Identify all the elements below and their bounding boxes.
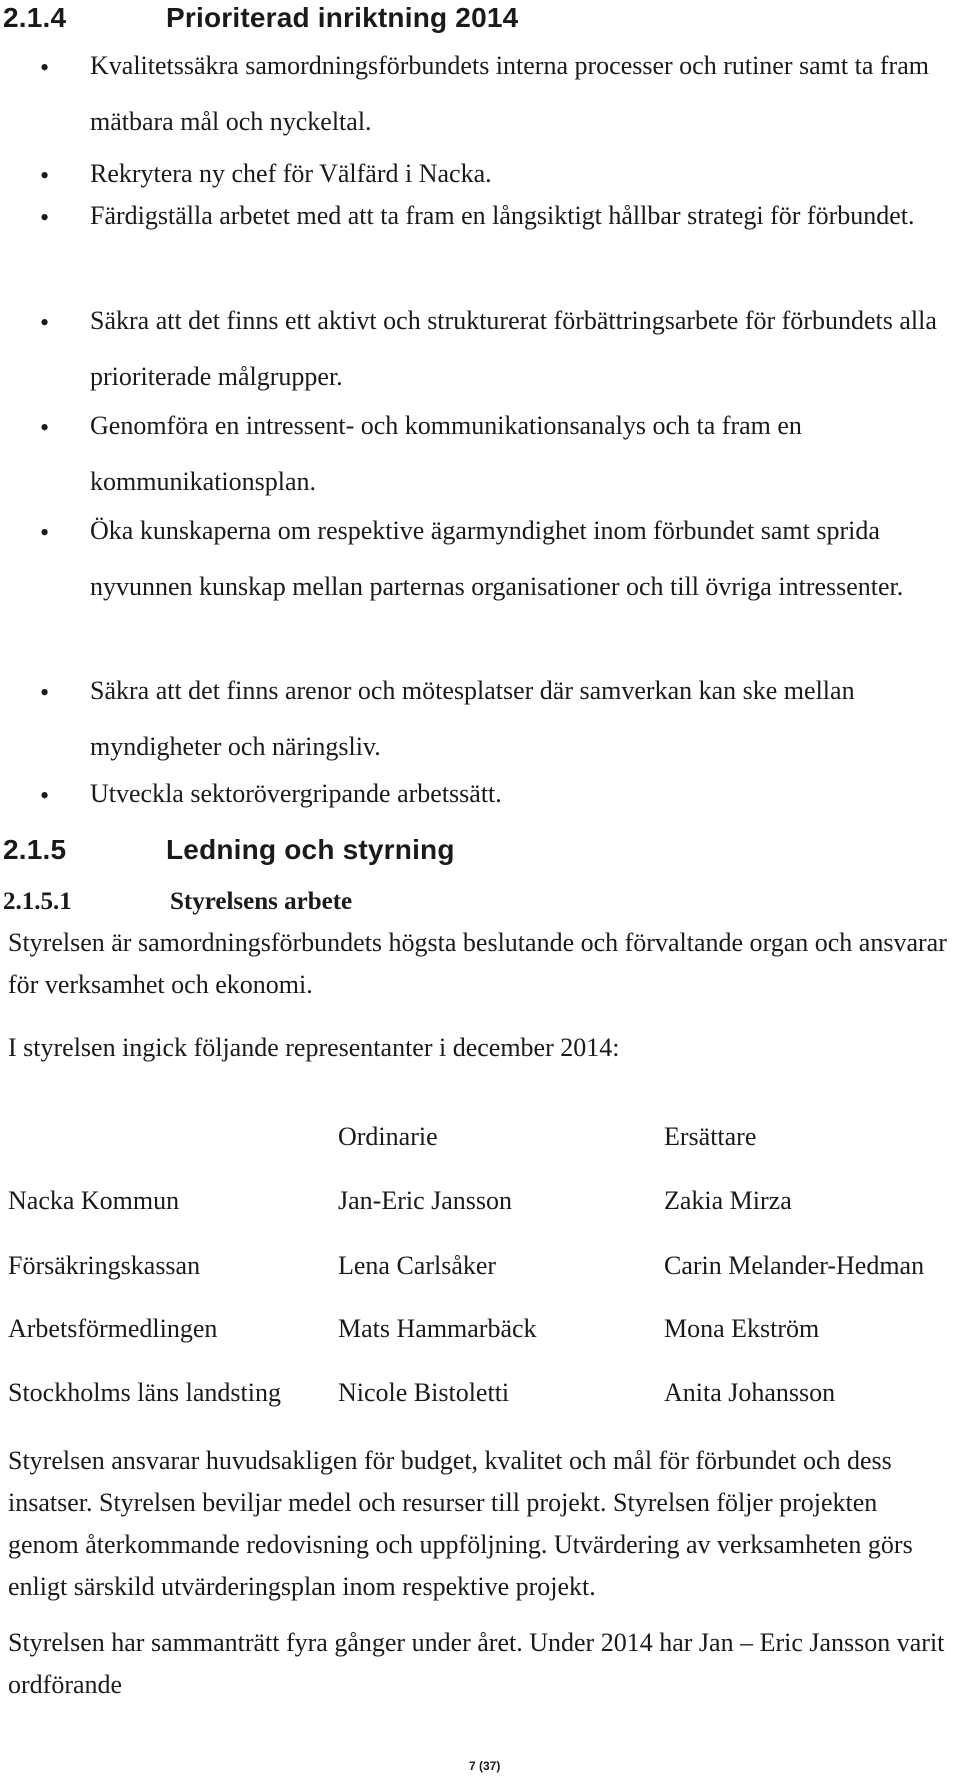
list-item: Öka kunskaperna om respektive ägarmyndighet inom förbundet samt sprida nyvunnen kunskap mellan parternas organisationer och till övriga intressenter. <box>90 516 904 601</box>
board-intro-paragraph: Styrelsen är samordningsförbundets högsta beslutande och förvaltande organ och ansvarar för verksamhet och ekonomi. <box>8 928 947 999</box>
table-header-ersattare: Ersättare <box>664 1122 757 1151</box>
list-item: Säkra att det finns ett aktivt och strukturerat förbättringsarbete för förbundets alla prioriterade målgrupper. <box>90 306 937 391</box>
table-header-ordinarie: Ordinarie <box>338 1122 438 1151</box>
table-cell-ersattare: Zakia Mirza <box>664 1186 792 1215</box>
section-title-prioriterad-inriktning: Prioriterad inriktning 2014 <box>166 2 519 33</box>
representatives-intro: I styrelsen ingick följande representanter i december 2014: <box>8 1033 620 1062</box>
bullet-marker: • <box>40 308 50 337</box>
table-cell-ersattare: Carin Melander-Hedman <box>664 1251 925 1280</box>
table-cell-ordinarie: Lena Carlsåker <box>338 1251 497 1280</box>
bullet-marker: • <box>40 781 50 810</box>
table-cell-organisation: Nacka Kommun <box>8 1186 180 1215</box>
list-item: Säkra att det finns arenor och mötesplatser där samverkan kan ske mellan myndigheter och näringsliv. <box>90 676 855 761</box>
list-item: Färdigställa arbetet med att ta fram en långsiktigt hållbar strategi för förbundet. <box>90 201 915 230</box>
table-cell-organisation: Arbetsförmedlingen <box>8 1314 218 1343</box>
list-item: Utveckla sektorövergripande arbetssätt. <box>90 779 502 808</box>
bullet-marker: • <box>40 161 50 190</box>
bullet-marker: • <box>40 678 50 707</box>
list-item: Kvalitetssäkra samordningsförbundets interna processer och rutiner samt ta fram mätbara mål och nyckeltal. <box>90 51 929 136</box>
bullet-marker: • <box>40 518 50 547</box>
section-number-2-1-5-1: 2.1.5.1 <box>3 888 72 915</box>
list-item: Genomföra en intressent- och kommunikationsanalys och ta fram en kommunikationsplan. <box>90 411 802 496</box>
section-number-2-1-4: 2.1.4 <box>3 2 67 33</box>
bullet-marker: • <box>40 413 50 442</box>
table-cell-organisation: Försäkringskassan <box>8 1251 201 1280</box>
section-title-styrelsens-arbete: Styrelsens arbete <box>170 888 353 915</box>
page-number: 7 (37) <box>469 1759 501 1773</box>
table-cell-ordinarie: Nicole Bistoletti <box>338 1378 510 1407</box>
board-meetings-paragraph: Styrelsen har sammanträtt fyra gånger under året. Under 2014 har Jan – Eric Jansson varit ordförande <box>8 1628 945 1699</box>
table-cell-ordinarie: Mats Hammarbäck <box>338 1314 537 1343</box>
list-item: Rekrytera ny chef för Välfärd i Nacka. <box>90 159 492 188</box>
table-cell-ordinarie: Jan-Eric Jansson <box>338 1186 513 1215</box>
table-cell-organisation: Stockholms läns landsting <box>8 1378 281 1407</box>
table-cell-ersattare: Mona Ekström <box>664 1314 820 1343</box>
board-responsibilities-paragraph: Styrelsen ansvarar huvudsakligen för budget, kvalitet och mål för förbundet och dess insatser. Styrelsen beviljar medel och resurser till projekt. Styrelsen följer projekten genom återkommande redovisning och uppföljning. Utvärdering av verksamheten görs enligt särskild utvärderingsplan inom respektive projekt. <box>8 1446 913 1601</box>
table-cell-ersattare: Anita Johansson <box>664 1378 836 1407</box>
section-title-ledning-och-styrning: Ledning och styrning <box>166 834 455 865</box>
bullet-marker: • <box>40 203 50 232</box>
section-number-2-1-5: 2.1.5 <box>3 834 67 865</box>
bullet-marker: • <box>40 53 50 82</box>
